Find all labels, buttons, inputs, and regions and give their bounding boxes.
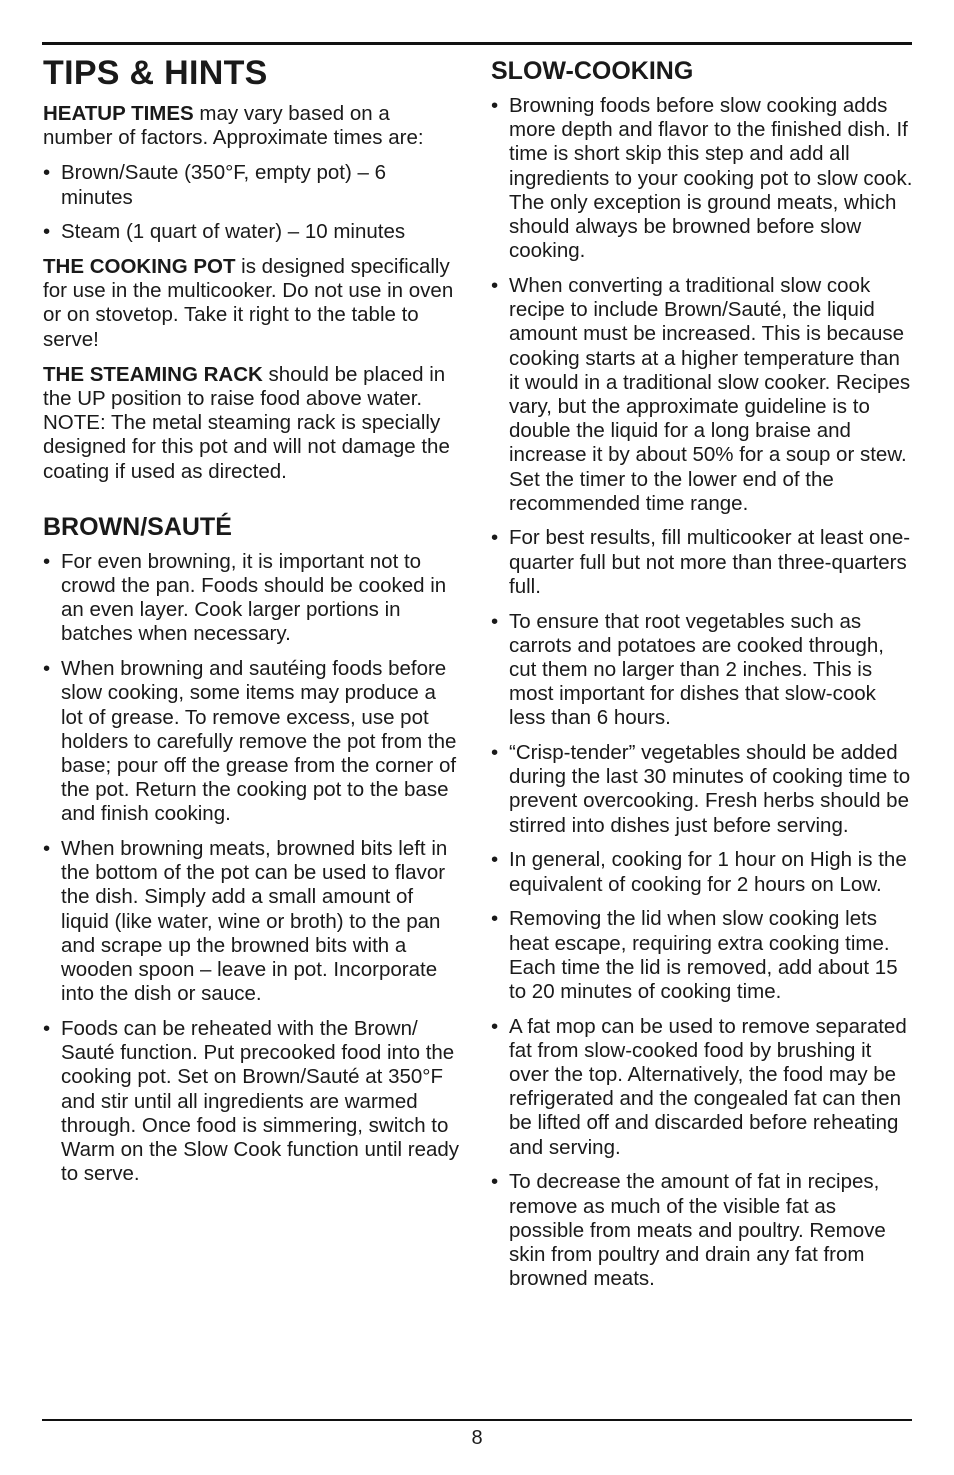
list-item: • Removing the lid when slow cooking lets heat escape, requiring extra cooking time. Each time the lid is removed, add about 15 to 20 minutes of cooking time. — [491, 907, 913, 1004]
page-number: 8 — [471, 1427, 483, 1449]
list-item: • Foods can be reheated with the Brown/ Sauté function. Put precooked food into the cooking pot. Set on Brown/Sauté at 350°F and stir until all ingredients are warmed through. Once food is simmering, switch to Warm on the Slow Cook function until ready to serve. — [43, 1017, 461, 1186]
list-item: • In general, cooking for 1 hour on High is the equivalent of cooking for 2 hours on Low. — [491, 848, 913, 896]
heatup-text: may vary based on a number of factors. Approximate times are: — [43, 102, 424, 150]
list-item: • Brown/Saute (350°F, empty pot) – 6 minutes — [43, 161, 461, 209]
list-item: • Browning foods before slow cooking adds more depth and flavor to the finished dish. If time is short skip this step and add all ingredients to your cooking pot to slow cook. The only exception is ground meats, which should always be browned before slow cooking. — [491, 94, 913, 263]
right-column — [491, 56, 913, 1302]
list-item: • To decrease the amount of fat in recipes, remove as much of the visible fat as possible from meats and poultry. Remove skin from poultry and drain any fat from browned meats. — [491, 1170, 913, 1291]
list-item: • When browning meats, browned bits left in the bottom of the pot can be used to flavor the dish. Simply add a small amount of liquid (like water, wine or broth) to the pan and scrape up the browned bits with a wooden spoon – leave in pot. Incorporate into the dish or sauce. — [43, 837, 461, 1006]
list-item: • A fat mop can be used to remove separated fat from slow-cooked food by brushing it over the top. Alternatively, the food may be refrigerated and the congealed fat can then be lifted off and discarded before reheating and serving. — [491, 1015, 913, 1160]
steaming-rack-text: should be placed in the UP position to raise food above water. NOTE: The metal steaming rack is specially designed for this pot and will not damage the coating if used as directed. — [43, 362, 450, 483]
heatup-intro — [43, 102, 461, 150]
list-item: • To ensure that root vegetables such as carrots and potatoes are cooked through, cut them no larger than 2 inches. This is most important for dishes that slow-cook less than 6 hours. — [491, 610, 913, 731]
slow-cooking-title: SLOW-COOKING — [491, 57, 694, 85]
page-title: TIPS & HINTS — [43, 54, 268, 92]
heatup-list — [43, 161, 461, 244]
steaming-rack-lead: THE STEAMING RACK — [43, 362, 263, 386]
left-column — [43, 54, 461, 1197]
list-item: • When converting a traditional slow cook recipe to include Brown/Sauté, the liquid amount must be increased. This is because cooking starts at a higher temperature than it would in a traditional slow cooker. Recipes vary, but the approximate guideline is to double the liquid for a long braise and increase it by about 50% for a soup or stew. Set the timer to the lower end of the recommended time range. — [491, 274, 913, 516]
brown-saute-list — [43, 550, 461, 1187]
slow-cooking-list — [491, 94, 913, 1291]
list-item: • For even browning, it is important not to crowd the pan. Foods should be cooked in an even layer. Cook larger portions in batches when necessary. — [43, 550, 461, 647]
cooking-pot-lead: THE COOKING POT — [43, 255, 236, 279]
list-item: • “Crisp-tender” vegetables should be added during the last 30 minutes of cooking time to prevent overcooking. Fresh herbs should be stirred into dishes just before serving. — [491, 741, 913, 838]
brown-saute-title: BROWN/SAUTÉ — [43, 512, 232, 541]
list-item: • Steam (1 quart of water) – 10 minutes — [43, 220, 461, 244]
heatup-lead: HEATUP TIMES — [43, 102, 194, 125]
list-item: • For best results, fill multicooker at least one-quarter full but not more than three-quarters full. — [491, 526, 913, 599]
list-item: • When browning and sautéing foods before slow cooking, some items may produce a lot of grease. To remove excess, use pot holders to carefully remove the pot from the base; pour off the grease from the corner of the pot. Return the cooking pot to the base and finish cooking. — [43, 657, 461, 826]
bottom-rule — [42, 1419, 912, 1421]
top-rule — [42, 42, 912, 45]
cooking-pot-paragraph — [43, 255, 461, 352]
cooking-pot-text: is designed specifically for use in the multicooker. Do not use in oven or on stovetop. Take it right to the table to serve! — [43, 255, 454, 351]
steaming-rack-paragraph — [43, 363, 461, 484]
